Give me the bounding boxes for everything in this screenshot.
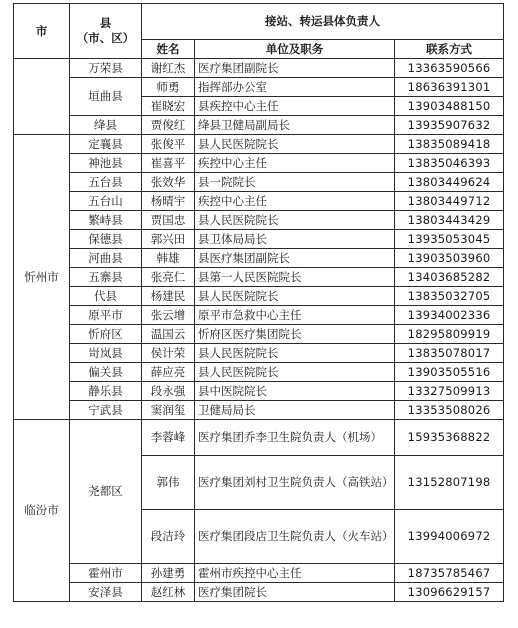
- name-cell: 贾国忠: [142, 211, 195, 230]
- position-cell: 医疗集团段店卫生院负责人（火车站）: [195, 510, 395, 564]
- phone-cell: 13935053045: [395, 230, 504, 249]
- table-row: [14, 154, 504, 173]
- table-row: [14, 287, 504, 306]
- name-cell: 杨建民: [142, 287, 195, 306]
- contact-table: [13, 3, 504, 602]
- phone-cell: 13327509913: [395, 382, 504, 401]
- table-row: [14, 230, 504, 249]
- county-cell: 保德县: [70, 230, 142, 249]
- phone-cell: 13803443429: [395, 211, 504, 230]
- position-cell: 县人民医院院长: [195, 287, 395, 306]
- phone-cell: 13934002336: [395, 306, 504, 325]
- county-cell: 神池县: [70, 154, 142, 173]
- phone-cell: 13903503960: [395, 249, 504, 268]
- name-cell: 段永强: [142, 382, 195, 401]
- county-cell: 繁峙县: [70, 211, 142, 230]
- name-cell: 张云增: [142, 306, 195, 325]
- name-cell: 窦润玺: [142, 401, 195, 420]
- table-row: [14, 420, 504, 456]
- name-cell: 郭兴田: [142, 230, 195, 249]
- phone-cell: 13835089418: [395, 135, 504, 154]
- table-row: [14, 116, 504, 135]
- position-cell: 县中医院院长: [195, 382, 395, 401]
- county-cell: 绛县: [70, 116, 142, 135]
- position-cell: 县人民医院院长: [195, 211, 395, 230]
- name-cell: 郭伟: [142, 456, 195, 510]
- table-row: [14, 363, 504, 382]
- county-cell: 代县: [70, 287, 142, 306]
- county-cell: 偏关县: [70, 363, 142, 382]
- header-phone: 联系方式: [395, 40, 504, 59]
- position-cell: 原平市急救中心主任: [195, 306, 395, 325]
- phone-cell: 18295809919: [395, 325, 504, 344]
- table-row: [14, 401, 504, 420]
- table-row: [14, 344, 504, 363]
- position-cell: 医疗集团刘村卫生院负责人（高铁站）: [195, 456, 395, 510]
- name-cell: 温国云: [142, 325, 195, 344]
- county-cell: 河曲县: [70, 249, 142, 268]
- county-cell: 霍州市: [70, 564, 142, 583]
- county-cell: 岢岚县: [70, 344, 142, 363]
- position-cell: 指挥部办公室: [195, 78, 395, 97]
- name-cell: 孙建勇: [142, 564, 195, 583]
- table-row: [14, 78, 504, 97]
- header-row-1: [14, 4, 504, 40]
- position-cell: 绛县卫健局副局长: [195, 116, 395, 135]
- county-cell: 尧都区: [70, 420, 142, 564]
- header-county-line1: 县: [99, 16, 112, 30]
- name-cell: 薛应亮: [142, 363, 195, 382]
- name-cell: 段洁玲: [142, 510, 195, 564]
- name-cell: 李蓉峰: [142, 420, 195, 456]
- name-cell: 侯计荣: [142, 344, 195, 363]
- phone-cell: 13903488150: [395, 97, 504, 116]
- position-cell: 忻府区医疗集团院长: [195, 325, 395, 344]
- name-cell: 崔喜平: [142, 154, 195, 173]
- table-row: [14, 173, 504, 192]
- header-county: [70, 4, 142, 59]
- position-cell: 县人民医院院长: [195, 344, 395, 363]
- county-cell: 五台山: [70, 192, 142, 211]
- phone-cell: 13935907632: [395, 116, 504, 135]
- table-row: [14, 268, 504, 287]
- header-name: 姓名: [142, 40, 195, 59]
- name-cell: 师勇: [142, 78, 195, 97]
- city-cell: [14, 59, 70, 135]
- table-row: [14, 382, 504, 401]
- county-cell: 静乐县: [70, 382, 142, 401]
- county-cell: 五台县: [70, 173, 142, 192]
- position-cell: 县第一人民医院院长: [195, 268, 395, 287]
- phone-cell: 13363590566: [395, 59, 504, 78]
- county-cell: 五寨县: [70, 268, 142, 287]
- name-cell: 崔晓宏: [142, 97, 195, 116]
- table-row: [14, 325, 504, 344]
- city-cell: 临汾市: [14, 420, 70, 602]
- position-cell: 县卫体局局长: [195, 230, 395, 249]
- position-cell: 疾控中心主任: [195, 192, 395, 211]
- position-cell: 县医疗集团副院长: [195, 249, 395, 268]
- county-cell: 原平市: [70, 306, 142, 325]
- position-cell: 疾控中心主任: [195, 154, 395, 173]
- position-cell: 县一院院长: [195, 173, 395, 192]
- phone-cell: 13835078017: [395, 344, 504, 363]
- table-row: [14, 59, 504, 78]
- county-cell: 忻府区: [70, 325, 142, 344]
- position-cell: 县人民医院院长: [195, 363, 395, 382]
- county-cell: 宁武县: [70, 401, 142, 420]
- header-county-line2: （市、区）: [76, 31, 135, 45]
- table-row: [14, 211, 504, 230]
- phone-cell: 13994006972: [395, 510, 504, 564]
- position-cell: 医疗集团院长: [195, 583, 395, 602]
- phone-cell: 13835046393: [395, 154, 504, 173]
- phone-cell: 13152807198: [395, 456, 504, 510]
- name-cell: 贾俊红: [142, 116, 195, 135]
- header-position: 单位及职务: [195, 40, 395, 59]
- position-cell: 霍州市疾控中心主任: [195, 564, 395, 583]
- county-cell: 安泽县: [70, 583, 142, 602]
- table-row: [14, 306, 504, 325]
- city-cell: 忻州市: [14, 135, 70, 420]
- table-row: [14, 192, 504, 211]
- phone-cell: 15935368822: [395, 420, 504, 456]
- name-cell: 韩雄: [142, 249, 195, 268]
- phone-cell: 13803449624: [395, 173, 504, 192]
- header-city: 市: [14, 4, 70, 59]
- name-cell: 谢红杰: [142, 59, 195, 78]
- table-row: [14, 583, 504, 602]
- header-group: 接站、转运县体负责人: [142, 4, 504, 40]
- phone-cell: 13903505516: [395, 363, 504, 382]
- position-cell: 县疾控中心主任: [195, 97, 395, 116]
- position-cell: 医疗集团副院长: [195, 59, 395, 78]
- phone-cell: 18735785467: [395, 564, 504, 583]
- county-cell: 万荣县: [70, 59, 142, 78]
- county-cell: 定襄县: [70, 135, 142, 154]
- position-cell: 县人民医院院长: [195, 135, 395, 154]
- name-cell: 张俊平: [142, 135, 195, 154]
- phone-cell: 18636391301: [395, 78, 504, 97]
- phone-cell: 13096629157: [395, 583, 504, 602]
- position-cell: 医疗集团乔李卫生院负责人（机场）: [195, 420, 395, 456]
- phone-cell: 13835032705: [395, 287, 504, 306]
- table-row: [14, 135, 504, 154]
- table-row: [14, 249, 504, 268]
- name-cell: 张亮仁: [142, 268, 195, 287]
- table-row: [14, 564, 504, 583]
- name-cell: 杨晴宇: [142, 192, 195, 211]
- phone-cell: 13353508026: [395, 401, 504, 420]
- county-cell: 垣曲县: [70, 78, 142, 116]
- phone-cell: 13403685282: [395, 268, 504, 287]
- phone-cell: 13803449712: [395, 192, 504, 211]
- name-cell: 赵红林: [142, 583, 195, 602]
- name-cell: 张效华: [142, 173, 195, 192]
- position-cell: 卫健局局长: [195, 401, 395, 420]
